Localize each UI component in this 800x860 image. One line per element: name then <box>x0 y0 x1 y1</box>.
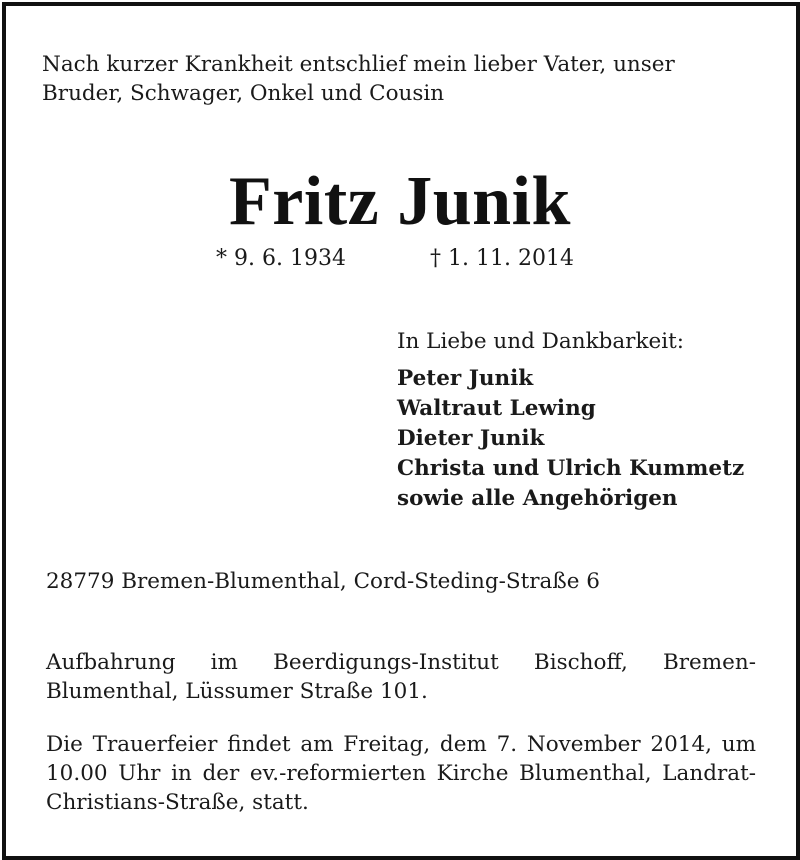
birth-date: * 9. 6. 1934 <box>216 246 346 271</box>
deceased-name: Fritz Junik <box>229 163 571 240</box>
family-member: Waltraut Lewing <box>397 396 596 421</box>
intro-text: Nach kurzer Krankheit entschlief mein lieber Vater, unser Bruder, Schwager, Onkel und Cousin <box>42 52 675 106</box>
death-date: † 1. 11. 2014 <box>430 246 574 271</box>
thanks-line: In Liebe und Dankbarkeit: <box>397 329 684 354</box>
address: 28779 Bremen-Blumenthal, Cord-Steding-Straße 6 <box>46 569 600 594</box>
family-list <box>397 364 744 514</box>
family-member: sowie alle Angehörigen <box>397 486 678 511</box>
lying-in-state-text: Aufbahrung im Beerdigungs-Institut Bischoff, Bremen-Blumenthal, Lüssumer Straße 101. <box>46 650 756 704</box>
family-member: Peter Junik <box>397 366 534 391</box>
family-member: Christa und Ulrich Kummetz <box>397 456 745 481</box>
funeral-service-text: Die Trauerfeier findet am Freitag, dem 7. November 2014, um 10.00 Uhr in der ev.-reformierten Kirche Blumenthal, Landrat-Christians-Straße, statt. <box>46 732 756 815</box>
family-member: Dieter Junik <box>397 426 545 451</box>
